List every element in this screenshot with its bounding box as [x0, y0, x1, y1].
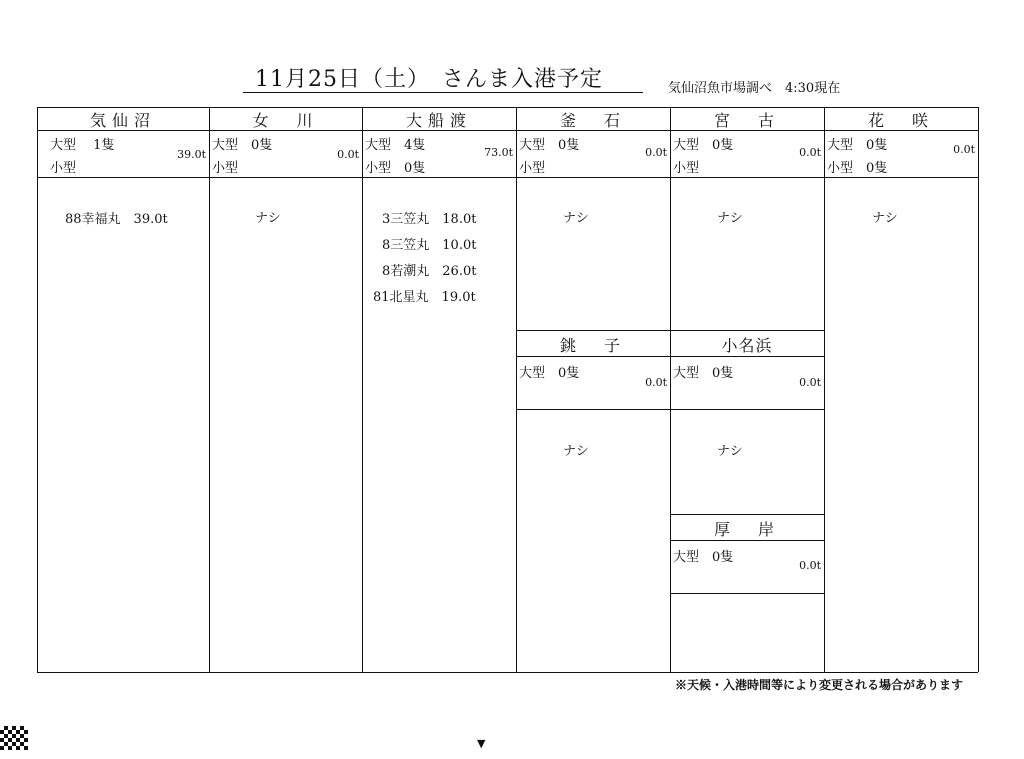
col-line-6	[978, 107, 979, 672]
title-underline	[243, 92, 643, 93]
kesennuma-large-count: 大型 1隻	[50, 138, 115, 153]
ofunato-small-count: 小型 0隻	[365, 161, 426, 176]
col-line-0	[37, 107, 38, 672]
akkeshi-tonnage: 0.0t	[799, 559, 821, 572]
kamaishi-small-count: 小型	[519, 161, 546, 176]
miyako-small-count: 小型	[673, 161, 700, 176]
col-line-5	[824, 107, 825, 672]
onagawa-large-count: 大型 0隻	[212, 138, 273, 153]
source-note: 気仙沼魚市場調べ 4:30現在	[668, 81, 841, 96]
onahama-none: ナシ	[717, 444, 743, 459]
col-line-1	[209, 107, 210, 672]
akkeshi-header-divider	[670, 540, 824, 541]
ofunato-boat-3: 8若潮丸 26.0t	[382, 264, 477, 279]
onagawa-tonnage: 0.0t	[337, 148, 359, 161]
ofunato-tonnage: 73.0t	[484, 146, 513, 159]
onahama-large-count: 大型 0隻	[673, 366, 734, 381]
port-header-ofunato: 大船渡	[405, 111, 472, 130]
choshi-summary-divider	[516, 409, 824, 410]
ofunato-boat-2: 8三笠丸 10.0t	[382, 238, 477, 253]
choshi-tonnage: 0.0t	[645, 376, 667, 389]
kamaishi-large-count: 大型 0隻	[519, 138, 580, 153]
port-header-onahama: 小名浜	[721, 336, 773, 355]
onahama-tonnage: 0.0t	[799, 376, 821, 389]
page-down-arrow-icon: ▼	[477, 737, 486, 750]
page-title: 11月25日（土） さんま入港予定	[255, 67, 603, 92]
port-header-hanasaki: 花 咲	[867, 111, 934, 130]
choshi-header-divider	[516, 356, 824, 357]
col-line-3	[516, 107, 517, 672]
ofunato-boat-1: 3三笠丸 18.0t	[382, 212, 477, 227]
hanasaki-none: ナシ	[872, 211, 898, 226]
kamaishi-tonnage: 0.0t	[645, 146, 667, 159]
kamaishi-none: ナシ	[563, 211, 589, 226]
port-header-kesennuma: 気仙沼	[89, 111, 156, 130]
summary-divider	[37, 177, 978, 178]
onagawa-small-count: 小型	[212, 161, 239, 176]
miyako-none: ナシ	[717, 211, 743, 226]
port-header-akkeshi: 厚 岸	[713, 520, 780, 539]
port-header-miyako: 宮 古	[713, 111, 780, 130]
choshi-large-count: 大型 0隻	[519, 366, 580, 381]
akkeshi-large-count: 大型 0隻	[673, 550, 734, 565]
miyako-tonnage: 0.0t	[799, 146, 821, 159]
port-header-choshi: 銚 子	[559, 336, 626, 355]
onagawa-none: ナシ	[255, 211, 281, 226]
col-line-2	[362, 107, 363, 672]
table-bottom-border	[37, 672, 978, 673]
hanasaki-large-count: 大型 0隻	[827, 138, 888, 153]
miyako-large-count: 大型 0隻	[673, 138, 734, 153]
kesennuma-small-count: 小型	[50, 161, 77, 176]
port-header-onagawa: 女 川	[252, 111, 319, 130]
checker-mark	[0, 726, 28, 750]
disclaimer-note: ※天候・入港時間等により変更される場合があります	[675, 678, 964, 692]
choshi-top-border	[516, 330, 824, 331]
kesennuma-boat-1: 88幸福丸 39.0t	[65, 212, 168, 227]
ofunato-large-count: 大型 4隻	[365, 138, 426, 153]
choshi-none: ナシ	[563, 444, 589, 459]
hanasaki-small-count: 小型 0隻	[827, 161, 888, 176]
port-header-kamaishi: 釜 石	[559, 111, 626, 130]
kesennuma-tonnage: 39.0t	[177, 148, 206, 161]
ofunato-boat-4: 81北星丸 19.0t	[373, 290, 476, 305]
akkeshi-top-border	[670, 514, 824, 515]
col-line-4	[670, 107, 671, 672]
hanasaki-tonnage: 0.0t	[953, 143, 975, 156]
akkeshi-summary-divider	[670, 593, 824, 594]
